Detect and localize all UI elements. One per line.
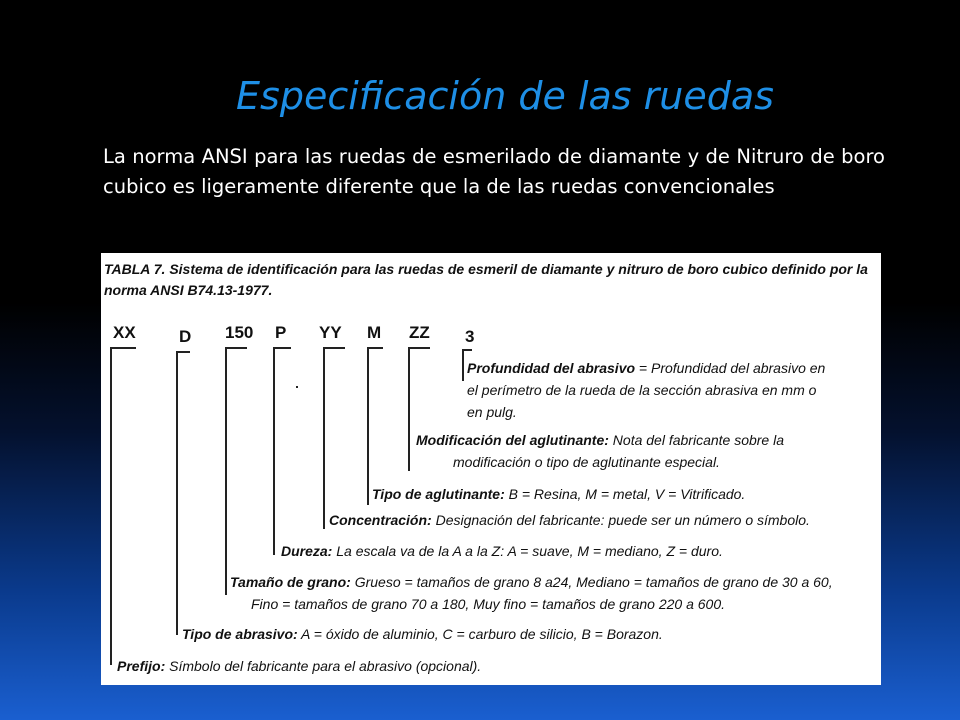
bracket-yy-top bbox=[323, 347, 345, 349]
entry-concentracion: Concentración: Designación del fabricante: puede ser un número o símbolo. bbox=[329, 512, 810, 528]
entry-tamano-grano: Tamaño de grano: Grueso = tamaños de grano 8 a24, Mediano = tamaños de grano de 30 a 60, bbox=[230, 574, 833, 590]
entry-prefijo: Prefijo: Símbolo del fabricante para el abrasivo (opcional). bbox=[117, 658, 482, 674]
entry-tipo-abrasivo: Tipo de abrasivo: A = óxido de aluminio, C = carburo de silicio, B = Borazon. bbox=[182, 626, 663, 642]
entry-tamano-grano-line2: Fino = tamaños de grano 70 a 180, Muy fino = tamaños de grano 220 a 600. bbox=[251, 596, 725, 612]
code-3: 3 bbox=[465, 327, 475, 346]
code-d: D bbox=[179, 327, 192, 346]
entry-profundidad-line3: en pulg. bbox=[467, 404, 517, 420]
bracket-p-top bbox=[273, 347, 291, 349]
entry-dureza: Dureza: La escala va de la A a la Z: A = suave, M = mediano, Z = duro. bbox=[281, 543, 723, 559]
wheel-spec-figure bbox=[101, 253, 881, 685]
intro-paragraph: La norma ANSI para las ruedas de esmerilado de diamante y de Nitruro de boro cubico es ligeramente diferente que la de las ruedas convencionales bbox=[103, 145, 885, 198]
code-m: M bbox=[367, 323, 382, 342]
bracket-xx bbox=[110, 347, 112, 665]
bracket-zz bbox=[408, 347, 410, 471]
bracket-d bbox=[176, 351, 178, 635]
code-zz: ZZ bbox=[409, 323, 430, 342]
entry-profundidad: Profundidad del abrasivo = Profundidad del abrasivo en bbox=[467, 360, 826, 376]
code-yy: YY bbox=[319, 323, 342, 342]
code-xx: XX bbox=[113, 323, 136, 342]
entry-modificacion: Modificación del aglutinante: Nota del fabricante sobre la bbox=[416, 432, 785, 448]
bracket-3 bbox=[462, 349, 464, 381]
bracket-m-top bbox=[367, 347, 383, 349]
entry-modificacion-line2: modificación o tipo de aglutinante especial. bbox=[453, 454, 720, 470]
bracket-d-top bbox=[176, 351, 190, 353]
stray-dot bbox=[296, 386, 298, 388]
bracket-3-top bbox=[462, 349, 472, 351]
entry-tipo-aglutinante: Tipo de aglutinante: B = Resina, M = metal, V = Vitrificado. bbox=[372, 486, 746, 502]
slide-title: Especificación de las ruedas bbox=[236, 74, 774, 118]
bracket-zz-top bbox=[408, 347, 430, 349]
code-150: 150 bbox=[225, 323, 254, 342]
bracket-yy bbox=[323, 347, 325, 529]
bracket-m bbox=[367, 347, 369, 505]
entry-profundidad-line2: el perímetro de la rueda de la sección abrasiva en mm o bbox=[467, 382, 817, 398]
figure-caption: TABLA 7. Sistema de identificación para las ruedas de esmeril de diamante y nitruro de boro cubico definido por la norma ANSI B74.13-1977. bbox=[104, 261, 868, 298]
bracket-150-top bbox=[225, 347, 247, 349]
bracket-150 bbox=[225, 347, 227, 595]
bracket-p bbox=[273, 347, 275, 555]
code-p: P bbox=[275, 323, 287, 342]
bracket-xx-top bbox=[110, 347, 136, 349]
